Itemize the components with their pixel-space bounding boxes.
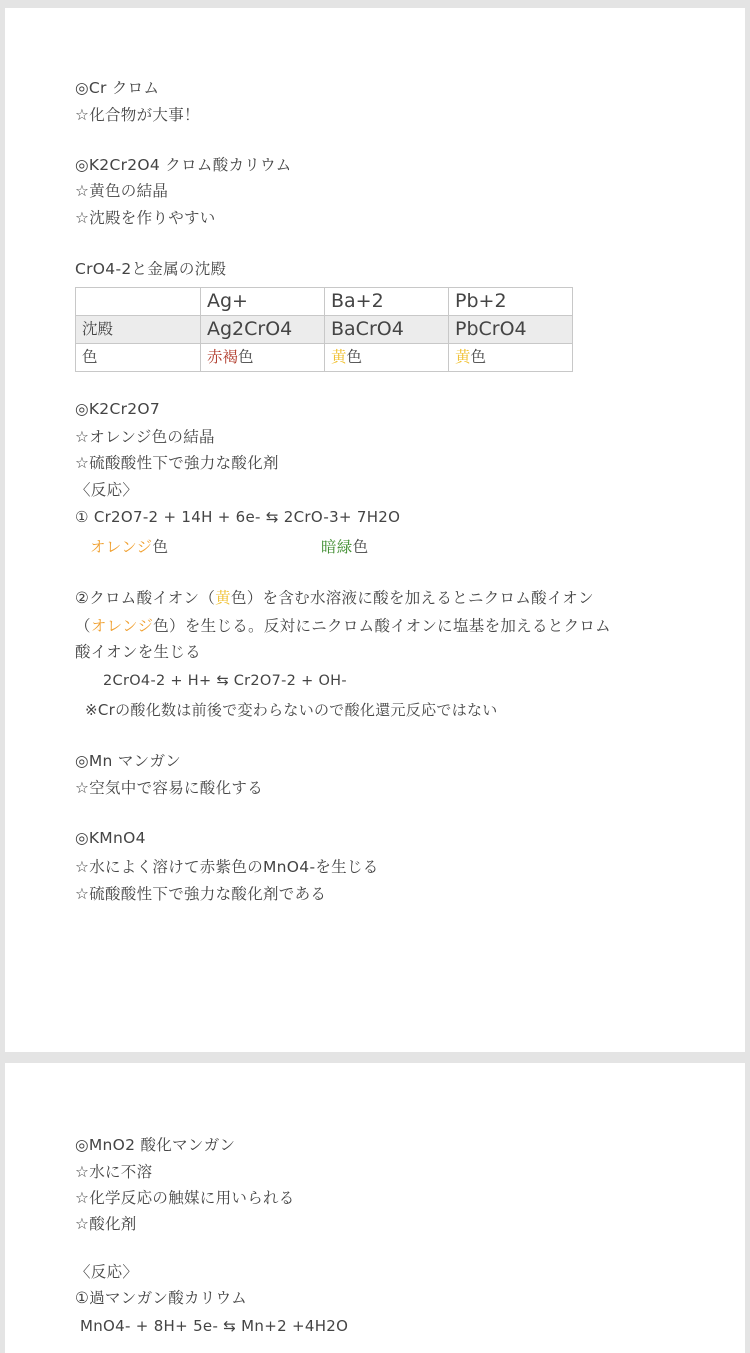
table-cell <box>325 344 449 372</box>
reaction-1-left-color <box>90 537 168 557</box>
kmno4-heading: ◎KMnO4 <box>75 829 146 847</box>
cr-note: ☆化合物が大事！ <box>75 106 200 124</box>
k2cro4-heading: ◎K2Cr2O4 クロム酸カリウム <box>75 156 292 174</box>
mno2-note: ☆化学反応の触媒に用いられる <box>75 1189 295 1207</box>
reaction-2-line-2 <box>75 616 611 636</box>
k2cro4-note: ☆黄色の結晶 <box>75 182 169 200</box>
colored-text: 黄 <box>331 348 347 366</box>
text: 色）を生じる。反対にニクロム酸イオンに塩基を加えるとクロム <box>153 617 611 635</box>
mno2-note: ☆水に不溶 <box>75 1163 153 1181</box>
reaction-2-note: ※Crの酸化数は前後で変わらないので酸化還元反応ではない <box>85 701 498 719</box>
table-cell <box>449 344 573 372</box>
mn-note: ☆空気中で容易に酸化する <box>75 779 263 797</box>
text: 色 <box>346 348 363 366</box>
precipitate-table <box>75 287 573 372</box>
colored-text: 暗緑 <box>321 538 353 556</box>
table-cell: PbCrO4 <box>449 316 573 344</box>
table-cell: Ag+ <box>201 288 325 316</box>
text: 色 <box>470 348 487 366</box>
reaction-2-line-1 <box>75 588 594 608</box>
table-header-row <box>76 288 573 316</box>
k2cro4-note: ☆沈殿を作りやすい <box>75 209 216 227</box>
text: 色 <box>152 538 169 556</box>
text: ②クロム酸イオン（ <box>75 589 216 607</box>
reaction-2-equation: 2CrO4-2 + H+ ⇆ Cr2O7-2 + OH- <box>103 673 347 689</box>
table-title: CrO4-2と金属の沈殿 <box>75 260 227 278</box>
table-cell: 色 <box>76 344 201 372</box>
mn-heading: ◎Mn マンガン <box>75 752 182 770</box>
colored-text: 黄 <box>455 348 471 366</box>
cr-heading: ◎Cr クロム <box>75 79 160 97</box>
document-page-2 <box>5 1063 745 1353</box>
table-cell: Pb+2 <box>449 288 573 316</box>
reaction-label: 〈反応〉 <box>75 481 139 499</box>
table-cell: 沈殿 <box>76 316 201 344</box>
k2cr2o7-note: ☆硫酸酸性下で強力な酸化剤 <box>75 454 279 472</box>
reaction-label: 〈反応〉 <box>75 1263 139 1281</box>
document-page-1 <box>5 8 745 1052</box>
kmno4-note: ☆水によく溶けて赤紫色のMnO4-を生じる <box>75 858 379 876</box>
mno2-heading: ◎MnO2 酸化マンガン <box>75 1136 236 1154</box>
reaction-2-line-3: 酸イオンを生じる <box>75 643 201 661</box>
table-cell: Ag2CrO4 <box>201 316 325 344</box>
mno2-note: ☆酸化剤 <box>75 1215 137 1233</box>
text: 色 <box>238 348 254 366</box>
colored-text: オレンジ <box>90 617 154 635</box>
reaction-1-equation: MnO4- + 8H+ 5e- ⇆ Mn+2 +4H2O <box>80 1317 349 1335</box>
text: 色）を含む水溶液に酸を加えるとニクロム酸イオン <box>230 589 594 607</box>
kmno4-note: ☆硫酸酸性下で強力な酸化剤である <box>75 885 327 903</box>
table-row-precipitate <box>76 316 573 344</box>
table-row-color <box>76 344 573 372</box>
k2cr2o7-note: ☆オレンジ色の結晶 <box>75 428 215 446</box>
colored-text: 赤褐 <box>207 348 239 366</box>
table-cell: Ba+2 <box>325 288 449 316</box>
k2cr2o7-heading: ◎K2Cr2O7 <box>75 400 161 418</box>
reaction-1: ① Cr2O7-2 + 14H + 6e- ⇆ 2CrO-3+ 7H2O <box>75 508 401 526</box>
table-cell: BaCrO4 <box>325 316 449 344</box>
table-cell <box>76 288 201 316</box>
table-cell <box>201 344 325 372</box>
colored-text: 黄 <box>215 589 231 607</box>
text: （ <box>75 617 91 635</box>
colored-text: オレンジ <box>90 538 153 556</box>
text: 色 <box>352 538 369 556</box>
reaction-1-right-color <box>321 537 368 557</box>
reaction-1-title: ①過マンガン酸カリウム <box>75 1289 248 1307</box>
